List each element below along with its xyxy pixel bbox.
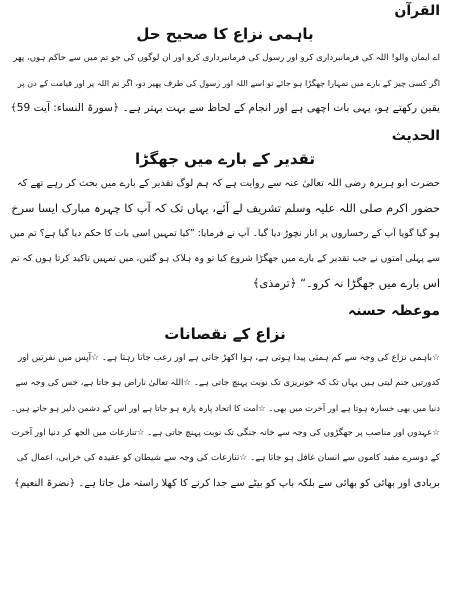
- paragraph-line: اس بارے میں جھگڑا نہ کرو۔“ ﴿ترمذی﴾: [252, 276, 440, 290]
- mauiza-title: نزاع کے نقصانات: [164, 325, 286, 343]
- paragraph-line: حضور اکرم صلی اللہ علیہ وسلم تشریف لے آئے، یہاں تک کہ آپ کا چہرہ مبارک ایسا سرخ: [11, 201, 440, 215]
- paragraph-line: ہو گیا گویا آپ کے رخساروں پر انار نچوڑ دیا گیا۔ آپ نے فرمایا: ”کیا تمہیں اسی بات کا حکم دیا گیا ہے؟ تم میں: [10, 228, 440, 239]
- hadith-title: تقدیر کے بارے میں جھگڑا: [135, 150, 315, 168]
- quran-paragraph: [8, 46, 442, 121]
- paragraph-line: دنیا میں بھی خسارہ ہوتا ہے اور آخرت میں بھی۔ ☆امت کا اتحاد پارہ پارہ ہو جاتا ہے اور اس کے دشمن دلیر ہو جاتے ہیں۔: [10, 403, 440, 413]
- paragraph-line: اے ایمان والو! اللہ کی فرمانبرداری کرو اور رسول کی فرمانبرداری کرو اور ان لوگوں کی جو تم میں سے حاکم ہوں، پھر: [13, 53, 440, 63]
- page: [8, 0, 442, 599]
- paragraph-line: سے پہلی امتوں نے جب تقدیر کے بارے میں جھگڑا شروع کیا تو وہ ہلاک ہو گئیں، میں تمہیں تاکید کرتا ہوں کہ تم: [10, 253, 440, 264]
- quran-title: باہمی نزاع کا صحیح حل: [136, 25, 314, 43]
- hadith-paragraph: [8, 171, 442, 296]
- paragraph-line: یقین رکھتے ہو، یہی بات اچھی ہے اور انجام کے لحاظ سے بہت بہتر ہے۔ ﴿سورۃ النساء: آیت 59﴾: [10, 102, 440, 114]
- paragraph-line: کے دوسرے مفید کاموں سے انسان غافل ہو جاتا ہے۔ ☆تنازعات کی وجہ سے شیطان کو عقیدہ کی خرابی، اعمال کی: [16, 453, 440, 463]
- quran-heading: القرآن: [394, 3, 440, 19]
- paragraph-line: حضرت ابو ہریرہ رضی اللہ تعالیٰ عنہ سے روایت ہے کہ ہم لوگ تقدیر کے بارے میں بحث کر رہے تھے کہ: [16, 178, 440, 189]
- paragraph-line: ☆باہمی نزاع کی وجہ سے کم ہمتی پیدا ہوتی ہے، ہوا اکھڑ جاتی ہے اور رعب جاتا رہتا ہے۔ ☆آپس میں نفرتیں اور: [17, 353, 440, 363]
- mauiza-paragraph: [8, 346, 442, 496]
- mauiza-heading: موعظہ حسنہ: [348, 303, 440, 319]
- paragraph-line: کدورتیں جنم لیتی ہیں یہاں تک کہ خونریزی تک نوبت پہنچ جاتی ہے۔ ☆اللہ تعالیٰ ناراض ہو جاتا ہے، جس کی وجہ سے: [15, 378, 440, 388]
- paragraph-line: بربادی اور بھائی کو بھائی سے بلکہ باپ کو بیٹے سے جدا کرنے کا کھلا راستہ مل جاتا ہے۔ ﴿نضرۃ النعیم﴾: [14, 478, 440, 489]
- hadith-heading: الحدیث: [391, 128, 440, 144]
- paragraph-line: اگر کسی چیز کے بارے میں تمہارا جھگڑا ہو جائے تو اسے اللہ اور رسول کی طرف پھیر دو، اگر تم اللہ پر اور قیامت کے دن پر: [17, 78, 440, 88]
- paragraph-line: ☆عہدوں اور مناصب پر جھگڑوں کی وجہ سے خانہ جنگی تک نوبت پہنچ جاتی ہے۔ ☆تنازعات میں الجھ کر دنیا اور آخرت: [11, 428, 440, 438]
